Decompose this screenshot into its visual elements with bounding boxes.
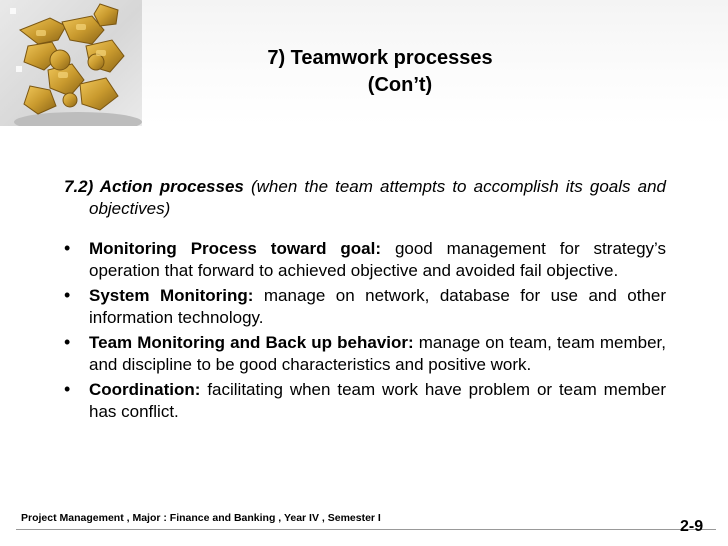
bullet-item xyxy=(64,379,666,423)
bullet-item xyxy=(64,285,666,329)
bullet-item xyxy=(64,238,666,282)
slide-content xyxy=(64,176,666,426)
bullet-icon: • xyxy=(64,332,71,352)
bullet-text: good management for strategy’s operation that forward to achieved objective and avoided fail objective. xyxy=(89,239,666,280)
section-description: (when the team attempts to accomplish its goals and objectives) xyxy=(89,177,666,218)
bullet-text: manage on network, database for use and other information technology. xyxy=(89,286,667,327)
bullet-term: Team Monitoring and Back up behavior: xyxy=(89,333,414,352)
bullet-text: facilitating when team work have problem or team member has conflict. xyxy=(89,380,666,421)
slide-title xyxy=(220,45,540,99)
slide-footer: Project Management , Major : Finance and Banking , Year IV , Semester I xyxy=(21,512,381,524)
title-line-1: 7) Teamwork processes xyxy=(267,47,493,69)
page-number: 2-9 xyxy=(680,518,704,535)
bullet-list xyxy=(64,238,666,423)
bullet-text: manage on team, team member, and discipline to be good characteristics and positive work. xyxy=(89,333,666,374)
bullet-icon: • xyxy=(64,285,71,305)
logo-image xyxy=(0,0,142,126)
title-line-2: (Con’t) xyxy=(367,74,433,96)
section-heading xyxy=(64,176,666,220)
footer-divider xyxy=(16,529,716,530)
bullet-item xyxy=(64,332,666,376)
bullet-icon: • xyxy=(64,379,71,399)
section-label: 7.2) Action processes xyxy=(64,177,244,196)
bullet-term: Monitoring Process toward goal: xyxy=(89,239,382,258)
golden-gears-icon xyxy=(0,0,142,126)
bullet-term: Coordination: xyxy=(89,380,201,399)
bullet-term: System Monitoring: xyxy=(89,286,254,305)
bullet-icon: • xyxy=(64,238,71,258)
